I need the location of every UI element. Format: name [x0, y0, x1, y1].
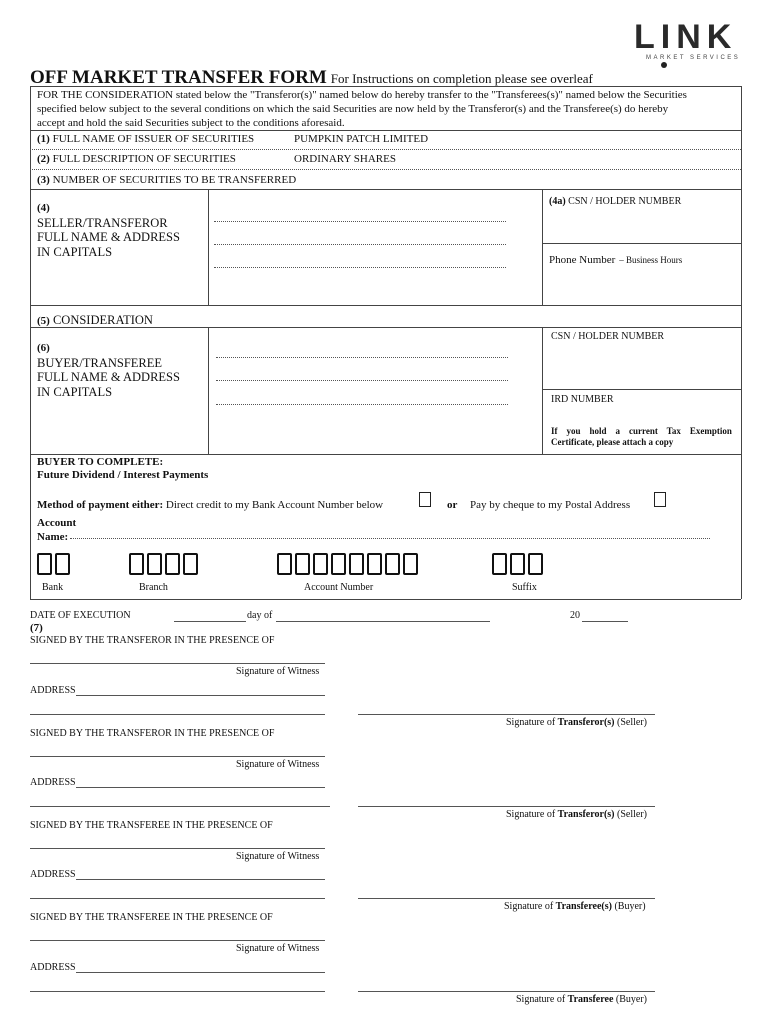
suffix-label: Suffix	[512, 582, 537, 593]
section-7-num: (7)	[30, 622, 43, 634]
logo-tagline: MARKET SERVICES	[646, 55, 741, 61]
buyer-label-line-3: IN CAPITALS	[37, 384, 113, 399]
address-field-4[interactable]	[76, 972, 325, 973]
transferor-presence-2: SIGNED BY THE TRANSFEROR IN THE PRESENCE OF	[30, 728, 275, 739]
sig-of: Signature of	[504, 901, 554, 912]
buyer-num: (6)	[37, 342, 50, 354]
transferee-presence-2: SIGNED BY THE TRANSFEREE IN THE PRESENCE OF	[30, 912, 273, 923]
sig-of: Signature of	[506, 809, 556, 820]
address-field-3[interactable]	[76, 879, 325, 880]
issuer-num: (1)	[37, 133, 50, 145]
issuer-label: FULL NAME OF ISSUER OF SECURITIES	[52, 133, 255, 145]
sig-role: Transferee	[567, 994, 614, 1005]
transferee-signature-field-2[interactable]	[358, 991, 655, 992]
account-number-label: Account Number	[304, 582, 374, 593]
logo-word: LINK	[634, 18, 738, 56]
transferor-signature-label-2	[506, 809, 647, 820]
phone-sub-text: – Business Hours	[619, 255, 683, 265]
tax-note-line-1: If you hold a current Tax Exemption	[551, 426, 732, 436]
bank-label: Bank	[42, 582, 64, 593]
quantity-num: (3)	[37, 174, 50, 186]
sig-role: Transferor(s)	[557, 717, 615, 728]
buyer-address-field-1[interactable]	[216, 380, 508, 381]
sig-role: Transferee(s)	[555, 901, 612, 912]
buyer-to-complete: BUYER TO COMPLETE:	[37, 456, 164, 468]
witness-signature-label-4: Signature of Witness	[236, 943, 320, 954]
witness-signature-label-2: Signature of Witness	[236, 759, 320, 770]
company-logo	[634, 18, 737, 57]
address-label-3: ADDRESS	[30, 869, 76, 880]
buyer-label-line-2: FULL NAME & ADDRESS	[37, 370, 180, 384]
year-label: 20	[570, 610, 580, 621]
witness-signature-field-1[interactable]	[30, 663, 325, 664]
sig-party: (Seller)	[617, 809, 647, 820]
buyer-ird-label[interactable]: IRD NUMBER	[551, 394, 614, 405]
seller-label	[37, 201, 180, 259]
account-name-field[interactable]	[70, 538, 710, 539]
buyer-label	[37, 341, 180, 399]
account-label: Account	[37, 517, 77, 529]
form-instructions: For Instructions on completion please see overleaf	[330, 71, 593, 86]
intro-line-1: FOR THE CONSIDERATION stated below the "Transferor(s)" named below do hereby transfer to the "Transferees(s)" named below the Securities	[37, 89, 687, 101]
day-of-label: day of	[247, 610, 273, 621]
description-num: (2)	[37, 153, 50, 165]
address-field-1[interactable]	[76, 695, 325, 696]
seller-csn-label[interactable]	[549, 196, 681, 207]
quantity-label: NUMBER OF SECURITIES TO BE TRANSFERRED	[52, 174, 297, 186]
address-field-2b[interactable]	[30, 806, 330, 807]
seller-address-field-2[interactable]	[214, 267, 506, 268]
form-title: OFF MARKET TRANSFER FORM	[30, 67, 327, 88]
witness-signature-label-3: Signature of Witness	[236, 851, 320, 862]
buyer-name-field[interactable]	[216, 357, 508, 358]
seller-csn-text: CSN / HOLDER NUMBER	[568, 196, 682, 207]
tax-exemption-note	[551, 426, 735, 448]
seller-label-line-3: IN CAPITALS	[37, 244, 113, 259]
witness-signature-label-1: Signature of Witness	[236, 666, 320, 677]
suffix-boxes[interactable]	[492, 553, 543, 575]
quantity-row	[37, 174, 296, 186]
seller-label-line-2: FULL NAME & ADDRESS	[37, 230, 180, 244]
seller-phone-label[interactable]	[549, 250, 682, 268]
phone-text: Phone Number	[549, 254, 616, 266]
execution-month-field[interactable]	[276, 621, 490, 622]
sig-party: (Seller)	[617, 717, 647, 728]
direct-credit-label: Direct credit to my Bank Account Number below	[165, 499, 384, 511]
cheque-checkbox[interactable]	[654, 492, 666, 507]
payment-heading	[37, 456, 208, 482]
sig-of: Signature of	[516, 994, 566, 1005]
seller-label-line-1: SELLER/TRANSFEROR	[37, 215, 168, 230]
or-label: or	[447, 499, 458, 511]
witness-signature-field-2[interactable]	[30, 756, 325, 757]
description-value[interactable]: ORDINARY SHARES	[294, 153, 396, 165]
witness-signature-field-3[interactable]	[30, 848, 325, 849]
consideration-label: CONSIDERATION	[52, 313, 153, 327]
branch-label: Branch	[139, 582, 168, 593]
address-field-3b[interactable]	[30, 898, 325, 899]
transferee-presence-1: SIGNED BY THE TRANSFEREE IN THE PRESENCE OF	[30, 820, 273, 831]
consideration-num: (5)	[37, 315, 50, 327]
address-field-1b[interactable]	[30, 714, 325, 715]
consideration-row[interactable]	[37, 313, 153, 328]
account-name-label	[37, 516, 76, 544]
bank-boxes[interactable]	[37, 553, 70, 575]
description-label: FULL DESCRIPTION OF SECURITIES	[52, 153, 236, 165]
cheque-label: Pay by cheque to my Postal Address	[470, 499, 631, 511]
transferor-signature-field-2[interactable]	[358, 806, 655, 807]
transferee-signature-label-1	[504, 901, 646, 912]
seller-num: (4)	[37, 202, 50, 214]
transferor-presence-1: SIGNED BY THE TRANSFEROR IN THE PRESENCE OF	[30, 635, 275, 646]
date-of-execution-label: DATE OF EXECUTION	[30, 610, 131, 621]
method-label: Method of payment either:	[37, 499, 164, 511]
direct-credit-checkbox[interactable]	[419, 492, 431, 507]
transferor-signature-label-1	[506, 717, 647, 728]
seller-csn-num: (4a)	[549, 196, 566, 207]
witness-signature-field-4[interactable]	[30, 940, 325, 941]
account-number-boxes[interactable]	[277, 553, 418, 575]
logo-dot	[661, 62, 667, 68]
intro-text	[37, 88, 737, 130]
sig-role: Transferor(s)	[557, 809, 615, 820]
address-label-4: ADDRESS	[30, 962, 76, 973]
description-row	[37, 153, 236, 165]
branch-boxes[interactable]	[129, 553, 198, 575]
tax-note-line-2: Certificate, please attach a copy	[551, 437, 674, 447]
execution-year-field[interactable]	[582, 621, 628, 622]
intro-line-3: accept and hold the said Securities subject to the conditions aforesaid.	[37, 117, 345, 129]
future-dividend: Future Dividend / Interest Payments	[37, 469, 209, 481]
buyer-csn-label[interactable]: CSN / HOLDER NUMBER	[551, 331, 665, 342]
address-field-2[interactable]	[76, 787, 325, 788]
address-field-4b[interactable]	[30, 991, 325, 992]
transferor-signature-field-1[interactable]	[358, 714, 655, 715]
address-label-2: ADDRESS	[30, 777, 76, 788]
transferee-signature-label-2	[516, 994, 647, 1005]
sig-party: (Buyer)	[615, 994, 647, 1005]
issuer-row	[37, 133, 254, 145]
seller-name-field[interactable]	[214, 221, 506, 222]
seller-address-field-1[interactable]	[214, 244, 506, 245]
sig-of: Signature of	[506, 717, 556, 728]
name-label: Name:	[37, 531, 69, 543]
issuer-value[interactable]: PUMPKIN PATCH LIMITED	[294, 133, 429, 145]
address-label-1: ADDRESS	[30, 685, 76, 696]
buyer-label-line-1: BUYER/TRANSFEREE	[37, 355, 163, 370]
execution-day-field[interactable]	[174, 621, 246, 622]
buyer-address-field-2[interactable]	[216, 404, 508, 405]
payment-method-row	[37, 499, 383, 511]
intro-line-2: specified below subject to the several conditions on which the said Securities are now held by the Transferor(s) and the Transferee(s) do hereby	[37, 103, 669, 115]
transferee-signature-field-1[interactable]	[358, 898, 655, 899]
sig-party: (Buyer)	[614, 901, 646, 912]
